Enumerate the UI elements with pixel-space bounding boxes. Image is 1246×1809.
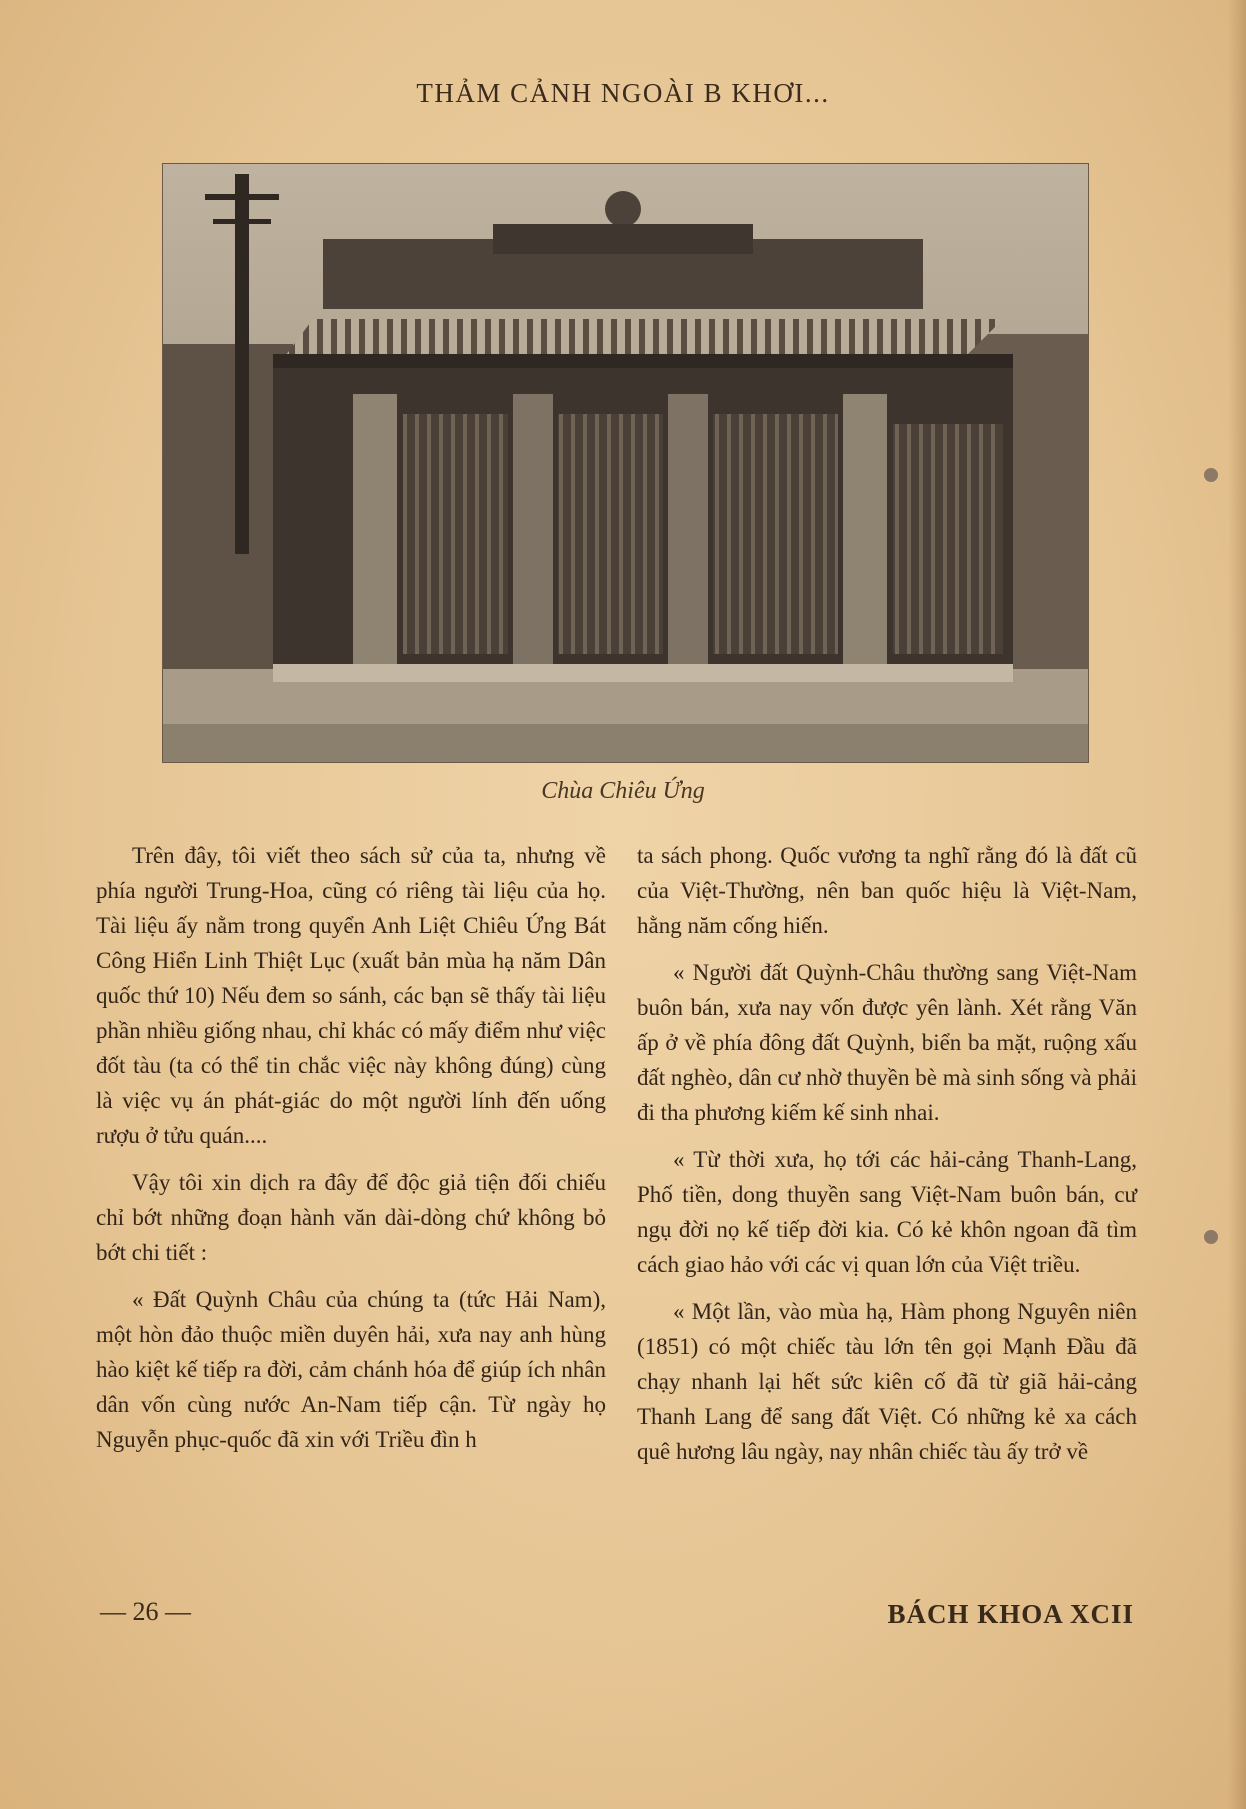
paragraph: « Đất Quỳnh Châu của chúng ta (tức Hải Nam), một hòn đảo thuộc miền duyên hải, xưa nay anh hùng hào kiệt kế tiếp ra đời, cảm chánh hóa để giúp ích nhân dân vốn cùng nước An-Nam tiếp cận. Từ ngày họ Nguyễn phục-quốc đã xin với Triều đìn h xyxy=(96,1287,606,1452)
binding-hole xyxy=(1204,1230,1218,1244)
paragraph: « Một lần, vào mùa hạ, Hàm phong Nguyên niên (1851) có một chiếc tàu lớn tên gọi Mạnh Đầu đã chạy nhanh lại hết sức kiên cố đã từ giã hải-cảng Thanh Lang để sang đất Việt. Có những kẻ xa cách quê hương lâu ngày, nay nhân chiếc tàu ấy trở về xyxy=(637,1299,1137,1464)
right-text-column xyxy=(637,838,1137,1481)
page-edge-shadow xyxy=(1228,0,1246,1809)
journal-name: BÁCH KHOA XCII xyxy=(887,1599,1134,1629)
paragraph: Vậy tôi xin dịch ra đây để độc giả tiện đối chiếu chỉ bớt những đoạn hành văn dài-dòng chứ không bỏ bớt chi tiết : xyxy=(96,1170,606,1265)
paragraph: ta sách phong. Quốc vương ta nghĩ rằng đó là đất cũ của Việt-Thường, nên ban quốc hiệu là Việt-Nam, hằng năm cống hiến. xyxy=(637,843,1137,938)
paragraph: « Từ thời xưa, họ tới các hải-cảng Thanh-Lang, Phố tiền, dong thuyền sang Việt-Nam buôn bán, cư ngụ đời nọ kế tiếp đời kia. Có kẻ khôn ngoan đã tìm cách giao hảo với các vị quan lớn của Việt triều. xyxy=(637,1147,1137,1277)
binding-hole xyxy=(1204,468,1218,482)
left-text-column xyxy=(96,838,606,1469)
temple-photo-illustration xyxy=(163,164,1088,762)
temple-photograph xyxy=(162,163,1089,763)
paragraph: « Người đất Quỳnh-Châu thường sang Việt-Nam buôn bán, xưa nay vốn được yên lành. Xét rằng Văn ấp ở về phía đông đất Quỳnh, biển ba mặt, ruộng xấu đất nghèo, dân cư nhờ thuyền bè mà sinh sống và phải đi tha phương kiếm kế sinh nhai. xyxy=(637,960,1137,1125)
running-title: THẢM CẢNH NGOÀI B KHƠI... xyxy=(416,78,830,108)
photo-caption: Chùa Chiêu Ứng xyxy=(541,778,705,804)
paragraph: Trên đây, tôi viết theo sách sử của ta, nhưng về phía người Trung-Hoa, cũng có riêng tài liệu của họ. Tài liệu ấy nằm trong quyển Anh Liệt Chiêu Ứng Bát Công Hiển Linh Thiệt Lục (xuất bản mùa hạ năm Dân quốc thứ 10) Nếu đem so sánh, các bạn sẽ thấy tài liệu phần nhiều giống nhau, chỉ khác có mấy điểm như việc đốt tàu (ta có thể tin chắc việc này không đúng) cùng là việc vụ án phát-giác do một người lính đến uống rượu ở tửu quán.... xyxy=(96,843,606,1148)
page-number: — 26 — xyxy=(100,1597,191,1626)
